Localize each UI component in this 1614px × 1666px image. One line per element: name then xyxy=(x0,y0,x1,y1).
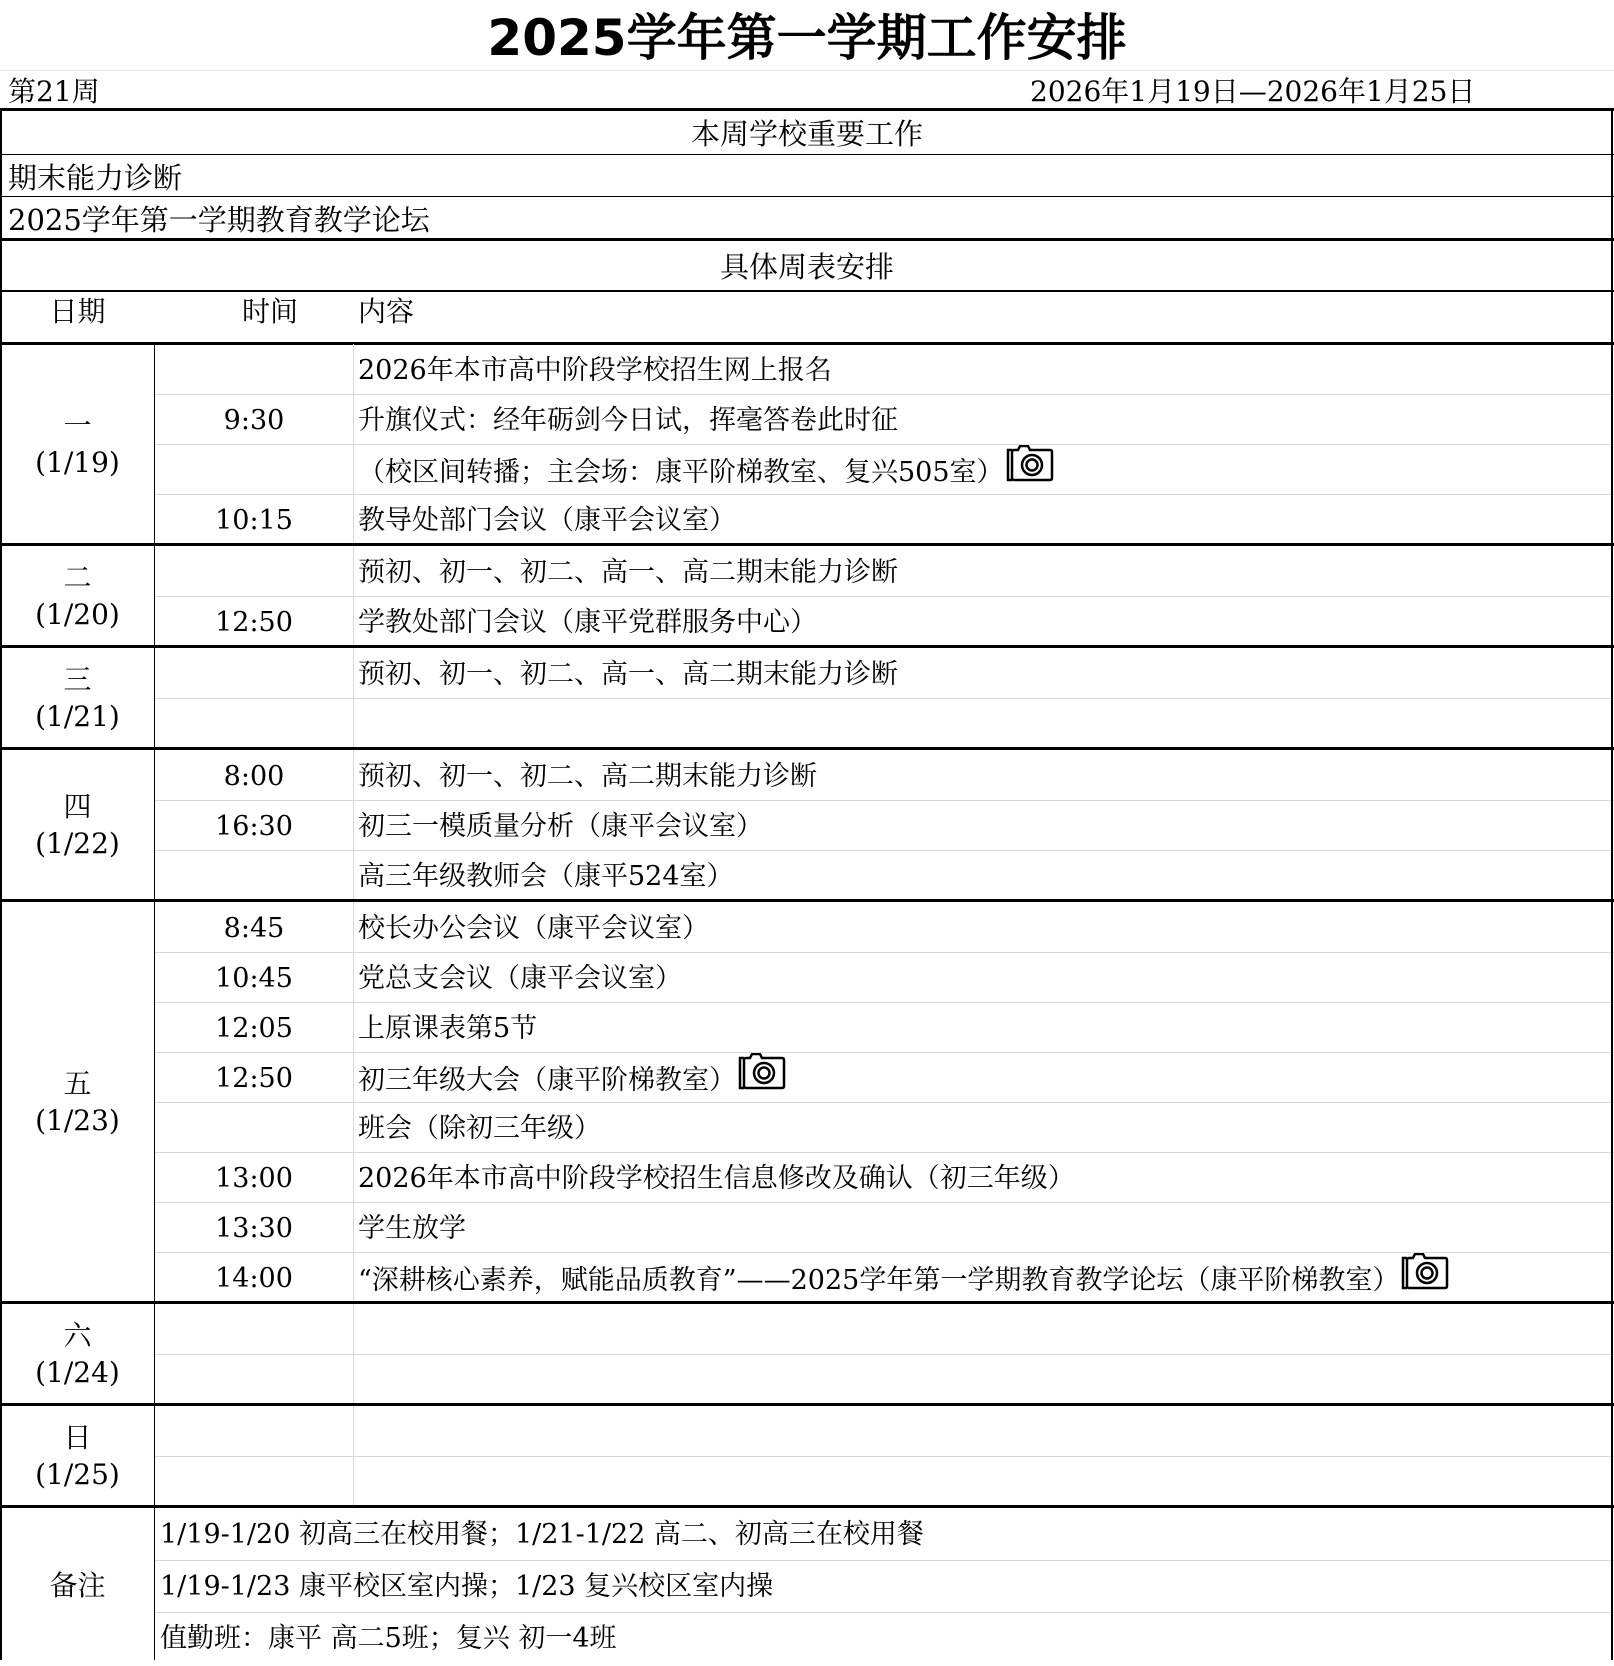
col-divider xyxy=(353,1406,354,1506)
row-divider xyxy=(155,1560,1614,1561)
content-cell xyxy=(358,1252,1449,1302)
time-cell xyxy=(155,850,353,900)
time-cell xyxy=(155,1304,353,1354)
time-cell xyxy=(155,1406,353,1456)
col-divider xyxy=(353,344,354,544)
col-divider xyxy=(353,648,354,748)
col-divider xyxy=(154,546,155,646)
content-text: 预初、初一、初二、高一、高二期末能力诊断 xyxy=(358,557,898,588)
day-name: 一 xyxy=(63,409,92,442)
row-divider xyxy=(155,1354,1614,1355)
day-date: (1/25) xyxy=(35,1458,120,1491)
col-header-time: 时间 xyxy=(241,295,298,328)
content-cell xyxy=(358,902,709,952)
content-text: 学教处部门会议（康平党群服务中心） xyxy=(358,607,817,638)
schedule-heading: 具体周表安排 xyxy=(719,250,894,284)
content-cell xyxy=(358,952,682,1002)
time-cell: 9:30 xyxy=(223,405,285,436)
content-cell xyxy=(358,648,898,698)
col-header-content: 内容 xyxy=(358,295,415,328)
col-divider xyxy=(353,750,354,900)
content-text: 预初、初一、初二、高二期末能力诊断 xyxy=(358,761,817,792)
day-label xyxy=(0,750,155,900)
content-cell xyxy=(358,750,817,800)
row-divider xyxy=(155,596,1614,597)
day-label xyxy=(0,648,155,748)
time-cell: 14:00 xyxy=(215,1263,293,1294)
day-name: 二 xyxy=(63,561,92,594)
content-cell xyxy=(358,1102,601,1152)
time-cell: 8:00 xyxy=(223,761,285,792)
content-text: 2026年本市高中阶段学校招生网上报名 xyxy=(358,355,832,386)
row-divider xyxy=(155,1202,1614,1203)
note-line: 值勤班：康平 高二5班；复兴 初一4班 xyxy=(160,1623,617,1654)
content-cell xyxy=(358,1052,786,1102)
day-label xyxy=(0,1406,155,1506)
col-divider xyxy=(154,344,155,544)
time-cell xyxy=(155,698,353,748)
day-date: (1/21) xyxy=(35,700,120,733)
notes-label: 备注 xyxy=(49,1569,106,1602)
content-cell xyxy=(358,494,736,544)
day-name: 五 xyxy=(63,1067,92,1100)
day-date: (1/22) xyxy=(35,827,120,860)
time-cell: 10:45 xyxy=(215,963,293,994)
row-divider xyxy=(155,850,1614,851)
day-label xyxy=(0,902,155,1302)
time-cell: 12:50 xyxy=(215,607,293,638)
col-divider xyxy=(154,1406,155,1506)
content-text: 初三年级大会（康平阶梯教室） xyxy=(358,1065,736,1096)
row-divider xyxy=(155,698,1614,699)
time-cell: 13:00 xyxy=(215,1163,293,1194)
divider xyxy=(0,154,1614,155)
content-text: （校区间转播；主会场：康平阶梯教室、复兴505室） xyxy=(358,457,1004,488)
row-divider xyxy=(155,952,1614,953)
time-cell: 12:05 xyxy=(215,1013,293,1044)
day-label xyxy=(0,344,155,544)
day-label xyxy=(0,1304,155,1404)
content-cell xyxy=(358,546,898,596)
row-divider xyxy=(155,494,1614,495)
time-cell xyxy=(155,444,353,494)
row-divider xyxy=(155,1002,1614,1003)
day-label xyxy=(0,546,155,646)
row-divider xyxy=(155,1456,1614,1457)
col-header-date: 日期 xyxy=(49,295,106,328)
date-range: 2026年1月19日—2026年1月25日 xyxy=(1030,75,1476,108)
content-cell xyxy=(358,1002,537,1052)
content-cell xyxy=(358,394,898,444)
week-label: 第21周 xyxy=(8,75,100,108)
col-divider xyxy=(353,546,354,646)
content-text: 教导处部门会议（康平会议室） xyxy=(358,505,736,536)
day-date: (1/24) xyxy=(35,1356,120,1389)
content-cell xyxy=(358,800,763,850)
time-cell xyxy=(155,1456,353,1506)
content-text: 预初、初一、初二、高一、高二期末能力诊断 xyxy=(358,659,898,690)
col-divider xyxy=(154,902,155,1302)
col-divider xyxy=(353,1304,354,1404)
time-cell xyxy=(155,1354,353,1404)
time-cell: 10:15 xyxy=(215,505,293,536)
row-divider xyxy=(155,444,1614,445)
time-cell: 8:45 xyxy=(223,913,285,944)
content-cell xyxy=(358,596,817,646)
frame-left xyxy=(0,108,2,1660)
content-text: 校长办公会议（康平会议室） xyxy=(358,913,709,944)
important-item: 期末能力诊断 xyxy=(8,161,183,195)
time-cell xyxy=(155,546,353,596)
row-divider xyxy=(155,1102,1614,1103)
row-divider xyxy=(155,394,1614,395)
content-text: 班会（除初三年级） xyxy=(358,1113,601,1144)
time-cell xyxy=(155,648,353,698)
row-divider xyxy=(155,1152,1614,1153)
row-divider xyxy=(155,1612,1614,1613)
time-cell: 16:30 xyxy=(215,811,293,842)
content-cell xyxy=(358,1152,1075,1202)
col-divider xyxy=(154,1304,155,1404)
note-line: 1/19-1/23 康平校区室内操；1/23 复兴校区室内操 xyxy=(160,1571,774,1602)
time-cell: 12:50 xyxy=(215,1063,293,1094)
day-date: (1/19) xyxy=(35,446,120,479)
content-text: 上原课表第5节 xyxy=(358,1013,538,1044)
day-name: 三 xyxy=(63,663,92,696)
important-item: 2025学年第一学期教育教学论坛 xyxy=(8,203,430,237)
content-cell xyxy=(358,1202,466,1252)
col-divider xyxy=(154,648,155,748)
day-date: (1/23) xyxy=(35,1104,120,1137)
time-cell xyxy=(155,344,353,394)
content-text: 初三一模质量分析（康平会议室） xyxy=(358,811,763,842)
important-heading: 本周学校重要工作 xyxy=(690,117,923,151)
content-cell xyxy=(358,444,1054,494)
page-title: 2025学年第一学期工作安排 xyxy=(0,0,1614,71)
day-date: (1/20) xyxy=(35,598,120,631)
row-divider xyxy=(155,1252,1614,1253)
col-divider xyxy=(154,750,155,900)
time-cell: 13:30 xyxy=(215,1213,293,1244)
row-divider xyxy=(155,800,1614,801)
content-cell xyxy=(358,344,832,394)
content-cell xyxy=(358,850,734,900)
content-text: 高三年级教师会（康平524室） xyxy=(358,861,734,892)
day-name: 四 xyxy=(63,790,92,823)
content-text: 党总支会议（康平会议室） xyxy=(358,963,682,994)
content-text: 学生放学 xyxy=(358,1213,466,1244)
day-name: 日 xyxy=(63,1421,92,1454)
divider xyxy=(0,196,1614,197)
day-name: 六 xyxy=(63,1319,92,1352)
content-text: “深耕核心素养，赋能品质教育”——2025学年第一学期教育教学论坛（康平阶梯教室） xyxy=(358,1265,1400,1296)
frame-right xyxy=(1611,108,1613,1660)
content-text: 2026年本市高中阶段学校招生信息修改及确认（初三年级） xyxy=(358,1163,1075,1194)
col-divider xyxy=(353,902,354,1302)
col-divider xyxy=(154,1508,155,1660)
row-divider xyxy=(155,1052,1614,1053)
time-cell xyxy=(155,1102,353,1152)
content-text: 升旗仪式：经年砺剑今日试，挥毫答卷此时征 xyxy=(358,405,898,436)
note-line: 1/19-1/20 初高三在校用餐；1/21-1/22 高二、初高三在校用餐 xyxy=(160,1519,924,1550)
